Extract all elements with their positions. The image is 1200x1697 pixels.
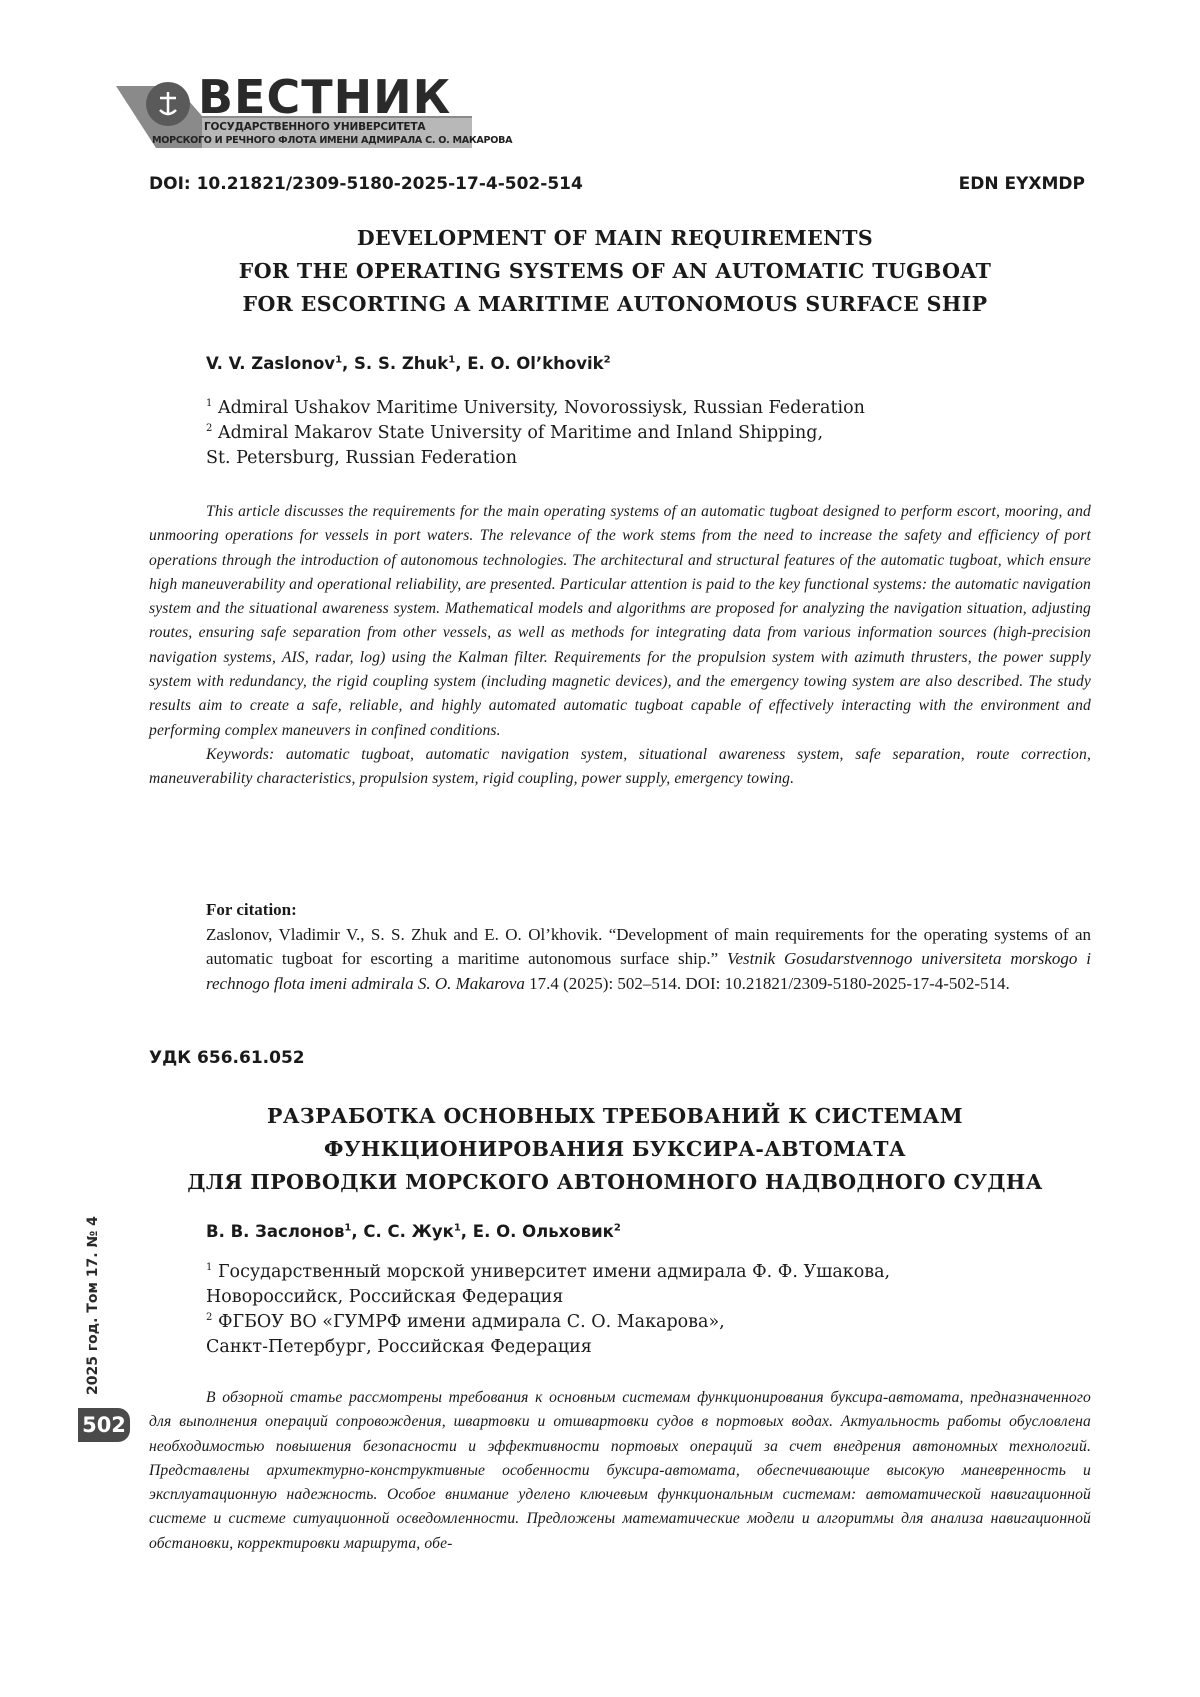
affiliation-mark: 2 bbox=[206, 1312, 212, 1323]
affiliation-text: Государственный морской университет имени адмирала Ф. Ф. Ушакова, bbox=[218, 1262, 890, 1282]
author-name: S. S. Zhuk bbox=[354, 354, 448, 373]
citation-heading: For citation: bbox=[206, 898, 1091, 923]
abstract-text: This article discusses the requirements for the main operating systems of an automatic tugboat designed to perform escort, mooring, and unmooring operations for vessels in port waters. The relevance of the work stems from the need to increase the safety and efficiency of port operations through the introduction of autonomous technologies. The architectural and structural features of the automatic tugboat, which ensure high maneuverability and operational reliability, are presented. Particular attention is paid to the key functional systems: the automatic navigation system and the situational awareness system. Mathematical models and algorithms are proposed for analyzing the navigation situation, adjusting routes, ensuring safe separation from other vessels, as well as methods for integrating data from various information sources (high-precision navigation systems, AIS, radar, log) using the Kalman filter. Requirements for the propulsion system with azimuth thrusters, the power supply system with redundancy, the rigid coupling system (including magnetic devices), and the emergency towing system are also described. The study results aim to create a safe, reliable, and highly automated automatic tugboat capable of effectively interacting with the environment and performing complex maneuvers in confined conditions. bbox=[149, 500, 1091, 743]
keywords: Keywords: automatic tugboat, automatic navigation system, situational awareness system, safe separation, route correction, maneuverability characteristics, propulsion system, rigid coupling, power supply, emergency towing. bbox=[149, 743, 1091, 792]
affiliation-mark: 1 bbox=[206, 1262, 212, 1273]
english-affiliations bbox=[206, 396, 865, 471]
affiliation-mark: 2 bbox=[206, 423, 212, 434]
journal-page bbox=[0, 0, 1200, 1697]
title-line: ДЛЯ ПРОВОДКИ МОРСКОГО АВТОНОМНОГО НАДВОДНОГО СУДНА bbox=[140, 1166, 1090, 1199]
english-abstract bbox=[149, 500, 1091, 792]
russian-title bbox=[140, 1100, 1090, 1199]
citation-reference: Zaslonov, Vladimir V., S. S. Zhuk and E. O. Ol’khovik. “Development of main requirements for the operating systems of an automatic tugboat for escorting a maritime autonomous surface ship.” bbox=[206, 925, 1091, 969]
journal-masthead bbox=[116, 72, 472, 152]
author-separator: , bbox=[455, 354, 467, 373]
english-authors bbox=[206, 354, 611, 373]
affiliation-text: Admiral Makarov State University of Maritime and Inland Shipping, bbox=[218, 423, 823, 443]
masthead-subtitle-2: МОРСКОГО И РЕЧНОГО ФЛОТА ИМЕНИ АДМИРАЛА С. О. МАКАРОВА bbox=[152, 135, 512, 146]
affiliation-line bbox=[206, 1260, 890, 1285]
affiliation-text: ФГБОУ ВО «ГУМРФ имени адмирала С. О. Макарова», bbox=[218, 1312, 725, 1332]
citation-pages-doi: 17.4 (2025): 502–514. DOI: 10.21821/2309-5180-2025-17-4-502-514. bbox=[525, 974, 1010, 993]
title-line: ФУНКЦИОНИРОВАНИЯ БУКСИРА-АВТОМАТА bbox=[140, 1133, 1090, 1166]
udk-code: УДК 656.61.052 bbox=[149, 1048, 305, 1068]
article-meta-line bbox=[149, 174, 1085, 194]
title-line: DEVELOPMENT OF MAIN REQUIREMENTS bbox=[140, 222, 1090, 255]
author-name: В. В. Заслонов bbox=[206, 1222, 344, 1241]
english-title bbox=[140, 222, 1090, 321]
author-name: Е. О. Ольховик bbox=[473, 1222, 614, 1241]
author-affiliation-mark: 2 bbox=[604, 355, 611, 366]
author-name: V. V. Zaslonov bbox=[206, 354, 335, 373]
author-affiliation-mark: 1 bbox=[335, 355, 342, 366]
citation-block bbox=[206, 898, 1091, 996]
doi: DOI: 10.21821/2309-5180-2025-17-4-502-514 bbox=[149, 174, 583, 194]
author-name: E. O. Ol’khovik bbox=[467, 354, 603, 373]
affiliation-line: Новороссийск, Российская Федерация bbox=[206, 1285, 890, 1310]
abstract-text: В обзорной статье рассмотрены требования к основным системам функционирования буксира-автомата, предназначенного для выполнения операций сопровождения, швартовки и отшвартовки судов в портовых водах. Актуальность работы обусловлена необходимостью повышения безопасности и эффективности портовых операций за счет внедрения автономных технологий. Представлены архитектурно-конструктивные особенности буксира-автомата, обеспечивающие высокую маневренность и эксплуатационную надежность. Особое внимание уделено ключевым функциональным системам: автоматической навигационной системе и системе ситуационной осведомленности. Предложены математические модели и алгоритмы для анализа навигационной обстановки, корректировки маршрута, обе- bbox=[149, 1386, 1091, 1556]
affiliation-line: Санкт-Петербург, Российская Федерация bbox=[206, 1335, 890, 1360]
russian-abstract bbox=[149, 1386, 1091, 1556]
author-separator: , bbox=[342, 354, 354, 373]
affiliation-line: St. Petersburg, Russian Federation bbox=[206, 446, 865, 471]
affiliation-line bbox=[206, 396, 865, 421]
masthead-title: ВЕСТНИК bbox=[198, 72, 451, 122]
author-name: С. С. Жук bbox=[363, 1222, 453, 1241]
title-line: РАЗРАБОТКА ОСНОВНЫХ ТРЕБОВАНИЙ К СИСТЕМАМ bbox=[140, 1100, 1090, 1133]
author-affiliation-mark: 1 bbox=[344, 1223, 351, 1234]
author-affiliation-mark: 1 bbox=[448, 355, 455, 366]
author-separator: , bbox=[351, 1222, 363, 1241]
affiliation-line bbox=[206, 421, 865, 446]
citation-journal: Vestnik Gosudarstvennogo universiteta morskogo i rechnogo flota imeni admirala S. O. Makarova bbox=[206, 949, 1091, 993]
masthead-subtitle-1: ГОСУДАРСТВЕННОГО УНИВЕРСИТЕТА bbox=[204, 121, 425, 133]
title-line: FOR THE OPERATING SYSTEMS OF AN AUTOMATIC TUGBOAT bbox=[140, 255, 1090, 288]
title-line: FOR ESCORTING A MARITIME AUTONOMOUS SURFACE SHIP bbox=[140, 288, 1090, 321]
page-number-tab: 502 bbox=[78, 1408, 130, 1442]
russian-affiliations bbox=[206, 1260, 890, 1360]
affiliation-text: Admiral Ushakov Maritime University, Novorossiysk, Russian Federation bbox=[218, 398, 865, 418]
affiliation-line bbox=[206, 1310, 890, 1335]
author-affiliation-mark: 2 bbox=[614, 1223, 621, 1234]
issue-sidebar-label: 2025 год. Том 17. № 4 bbox=[80, 1231, 106, 1395]
russian-authors bbox=[206, 1222, 621, 1241]
affiliation-mark: 1 bbox=[206, 398, 212, 409]
author-separator: , bbox=[461, 1222, 473, 1241]
author-affiliation-mark: 1 bbox=[454, 1223, 461, 1234]
edn: EDN EYXMDP bbox=[959, 174, 1085, 194]
citation-text bbox=[206, 923, 1091, 997]
